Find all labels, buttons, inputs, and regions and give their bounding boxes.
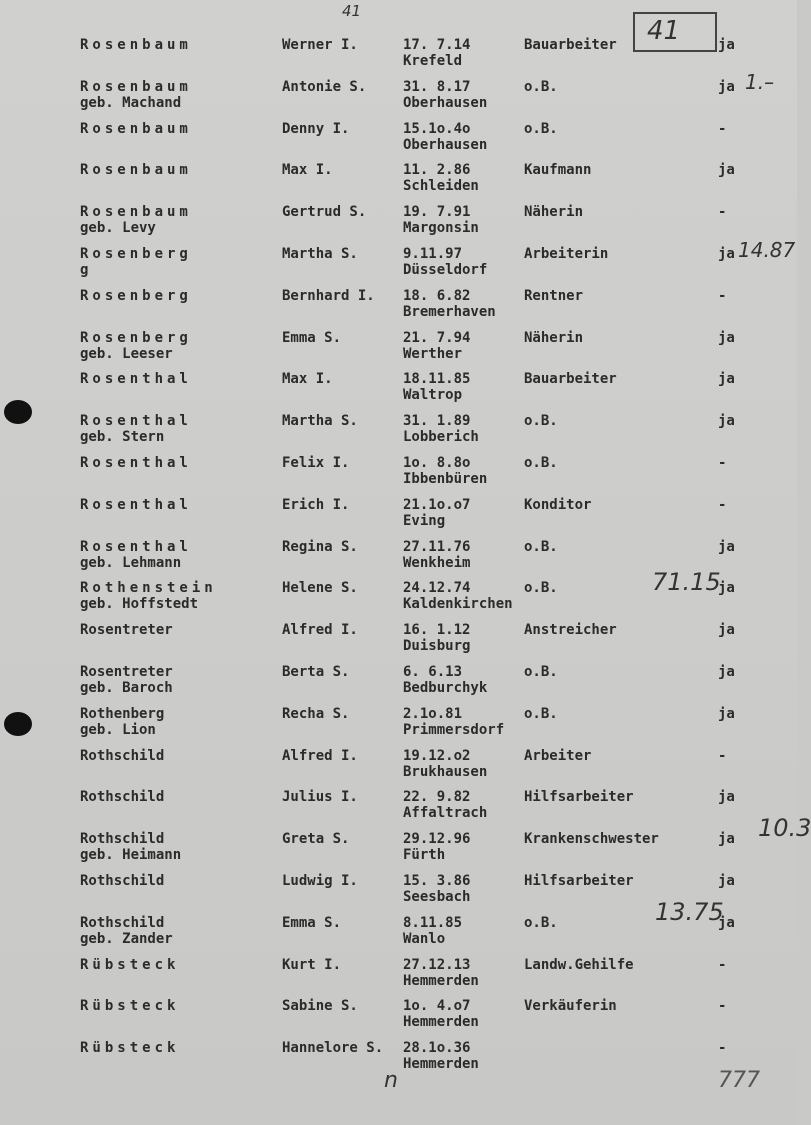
maiden-name: geb. Stern [80,429,165,446]
status-mark: ja [718,413,735,430]
margin-note-4: 10.3 [758,814,811,842]
surname: Rosentreter [80,663,173,680]
birth-place: Oberhausen [403,94,488,111]
birth-date: 31. 1.89 [403,413,471,430]
birth-place: Fürth [403,847,446,864]
table-row [0,910,797,952]
given-name: Julius I. [282,789,358,806]
maiden-name: geb. Levy [80,220,156,237]
surname: Rothschild [80,914,165,931]
birth-date: 15. 3.86 [403,872,471,889]
given-name: Helene S. [282,580,358,597]
table-row [0,701,797,743]
occupation: Arbeiter [524,747,592,764]
status-mark: ja [718,245,735,262]
table-row [0,534,797,576]
maiden-name: geb. Leeser [80,345,173,362]
table-row [0,993,797,1035]
occupation: Hilfsarbeiter [524,789,634,806]
surname: Rübsteck [80,998,180,1015]
table-row [0,283,797,325]
table-row [0,1035,797,1077]
status-mark: ja [718,329,735,346]
occupation: Krankenschwester [524,831,659,848]
birth-place: Ibbenbüren [403,470,488,487]
birth-place: Affaltrach [403,805,488,822]
margin-note-5: 13.75 [655,898,724,926]
maiden-name: geb. Lion [80,721,156,738]
status-mark: - [718,204,727,221]
maiden-name: geb. Heimann [80,847,182,864]
birth-date: 22. 9.82 [403,789,471,806]
occupation: o.B. [524,413,558,430]
occupation: o.B. [524,454,558,471]
given-name: Erich I. [282,496,350,513]
given-name: Kurt I. [282,956,342,973]
occupation: o.B. [524,580,558,597]
given-name: Regina S. [282,538,358,555]
table-row [0,325,797,367]
surname: Rothenstein [80,580,217,597]
given-name: Martha S. [282,245,358,262]
status-mark: - [718,747,727,764]
birth-date: 18.11.85 [403,371,471,388]
status-mark: ja [718,914,735,931]
birth-date: 15.1o.4o [403,120,471,137]
table-row [0,743,797,785]
status-mark: ja [718,622,735,639]
table-row [0,492,797,534]
status-mark: ja [718,580,735,597]
birth-date: 31. 8.17 [403,78,471,95]
birth-date: 18. 6.82 [403,287,471,304]
birth-date: 9.11.97 [403,245,463,262]
birth-place: Bedburchyk [403,679,488,696]
birth-place: Seesbach [403,888,471,905]
birth-date: 29.12.96 [403,831,471,848]
given-name: Hannelore S. [282,1040,384,1057]
table-row [0,408,797,450]
surname: Rothenberg [80,705,165,722]
status-mark: ja [718,37,735,53]
status-mark: ja [718,162,735,179]
birth-place: Duisburg [403,638,471,655]
birth-date: 8.11.85 [403,914,463,931]
table-row [0,575,797,617]
maiden-name: geb. Machand [80,94,182,111]
birth-date: 16. 1.12 [403,622,471,639]
table-row [0,199,797,241]
status-mark: - [718,287,727,304]
occupation: o.B. [524,705,558,722]
birth-place: Lobberich [403,429,479,446]
surname: Rothschild [80,747,165,764]
given-name: Alfred I. [282,622,358,639]
occupation: Näherin [524,204,584,221]
birth-place: Brukhausen [403,763,488,780]
birth-place: Hemmerden [403,1056,479,1073]
maiden-name: geb. Zander [80,930,173,947]
occupation: Landw.Gehilfe [524,956,634,973]
given-name: Alfred I. [282,747,358,764]
margin-note-3: 71.15 [652,568,721,596]
status-mark: ja [718,663,735,680]
maiden-name: g [80,261,89,278]
status-mark: ja [718,371,735,388]
surname: Rosenbaum [80,204,192,221]
birth-date: 27.12.13 [403,956,471,973]
surname: Rosenthal [80,538,192,555]
surname: Rosenthal [80,496,192,513]
maiden-name: geb. Lehmann [80,554,182,571]
occupation: Rentner [524,287,584,304]
table-row [0,617,797,659]
surname: Rübsteck [80,1040,180,1057]
occupation: Anstreicher [524,622,617,639]
surname: Rosentreter [80,622,173,639]
occupation: Konditor [524,496,592,513]
birth-place: Eving [403,512,446,529]
occupation: Bauarbeiter [524,37,617,53]
table-row [0,784,797,826]
boxed-number-text: 41 [647,16,681,46]
birth-date: 1o. 8.8o [403,454,471,471]
surname: Rothschild [80,789,165,806]
table-row [0,366,797,408]
given-name: Sabine S. [282,998,358,1015]
table-row [0,659,797,701]
given-name: Gertrud S. [282,204,367,221]
surname: Rothschild [80,831,165,848]
table-row [0,241,797,283]
birth-place: Bremerhaven [403,303,496,320]
birth-place: Margonsin [403,220,479,237]
maiden-name: geb. Baroch [80,679,173,696]
status-mark: - [718,956,727,973]
margin-note-1: 1.– [745,70,775,94]
birth-date: 24.12.74 [403,580,471,597]
table-row [0,116,797,158]
table-row [0,450,797,492]
bottom-mark: n [384,1068,398,1093]
given-name: Ludwig I. [282,872,358,889]
occupation: o.B. [524,120,558,137]
occupation: Kaufmann [524,162,592,179]
given-name: Max I. [282,162,333,179]
birth-place: Kaldenkirchen [403,596,513,613]
surname: Rosenbaum [80,120,192,137]
given-name: Berta S. [282,663,350,680]
surname: Rosenbaum [80,78,192,95]
surname: Rosenthal [80,371,192,388]
given-name: Felix I. [282,454,350,471]
occupation: o.B. [524,538,558,555]
status-mark: - [718,998,727,1015]
surname: Rosenberg [80,245,192,262]
given-name: Martha S. [282,413,358,430]
status-mark: - [718,454,727,471]
status-mark: - [718,120,727,137]
birth-date: 28.1o.36 [403,1040,471,1057]
table-row [0,868,797,910]
birth-date: 19. 7.91 [403,204,471,221]
person-list [0,32,797,1077]
birth-place: Wenkheim [403,554,471,571]
status-mark: ja [718,538,735,555]
surname: Rosenbaum [80,162,192,179]
status-mark: ja [718,831,735,848]
surname: Rosenthal [80,454,192,471]
birth-place: Wanlo [403,930,446,947]
given-name: Denny I. [282,120,350,137]
table-row [0,826,797,868]
occupation: Bauarbeiter [524,371,617,388]
birth-date: 21.1o.o7 [403,496,471,513]
status-mark: ja [718,789,735,806]
occupation: o.B. [524,914,558,931]
status-mark: - [718,1040,727,1057]
occupation: Näherin [524,329,584,346]
status-mark: - [718,496,727,513]
birth-date: 6. 6.13 [403,663,463,680]
table-row [0,157,797,199]
surname: Rosenberg [80,329,192,346]
surname: Rosenbaum [80,37,192,53]
birth-date: 17. 7.14 [403,37,471,53]
surname: Rothschild [80,872,165,889]
given-name: Werner I. [282,37,358,53]
occupation: Arbeiterin [524,245,609,262]
given-name: Antonie S. [282,78,367,95]
status-mark: ja [718,78,735,95]
page-number-top: 41 [342,2,362,20]
birth-place: Düsseldorf [403,261,488,278]
margin-note-2: 14.87 [738,238,796,262]
given-name: Emma S. [282,914,342,931]
status-mark: ja [718,705,735,722]
given-name: Emma S. [282,329,342,346]
birth-date: 19.12.o2 [403,747,471,764]
bottom-number: 777 [718,1068,760,1093]
occupation: Verkäuferin [524,998,617,1015]
status-mark: ja [718,872,735,889]
given-name: Recha S. [282,705,350,722]
birth-place: Waltrop [403,387,463,404]
table-row [0,74,797,116]
birth-place: Oberhausen [403,136,488,153]
occupation: Hilfsarbeiter [524,872,634,889]
occupation: o.B. [524,78,558,95]
surname: Rosenberg [80,287,192,304]
birth-place: Primmersdorf [403,721,505,738]
birth-date: 21. 7.94 [403,329,471,346]
given-name: Max I. [282,371,333,388]
given-name: Greta S. [282,831,350,848]
birth-place: Hemmerden [403,1014,479,1031]
surname: Rübsteck [80,956,180,973]
birth-place: Werther [403,345,463,362]
birth-place: Hemmerden [403,972,479,989]
surname: Rosenthal [80,413,192,430]
birth-date: 1o. 4.o7 [403,998,471,1015]
birth-place: Schleiden [403,178,479,195]
table-row [0,32,797,74]
given-name: Bernhard I. [282,287,375,304]
birth-date: 11. 2.86 [403,162,471,179]
birth-place: Krefeld [403,53,463,69]
maiden-name: geb. Hoffstedt [80,596,199,613]
birth-date: 2.1o.81 [403,705,463,722]
table-row [0,952,797,994]
birth-date: 27.11.76 [403,538,471,555]
occupation: o.B. [524,663,558,680]
